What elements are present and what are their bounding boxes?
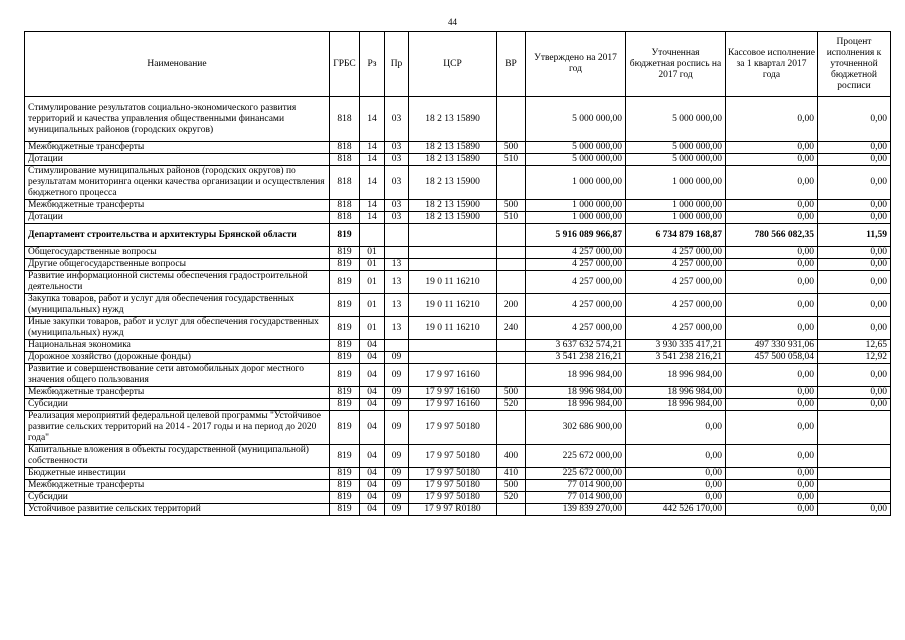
cell-approved: 225 672 000,00 <box>526 468 626 480</box>
cell-rz: 04 <box>360 411 385 445</box>
table-row <box>25 294 891 317</box>
cell-pr: 09 <box>385 411 409 445</box>
cell-percent: 0,00 <box>818 399 891 411</box>
cell-approved: 139 839 270,00 <box>526 504 626 516</box>
cell-rz: 04 <box>360 492 385 504</box>
table-row <box>25 97 891 142</box>
cell-rz: 04 <box>360 480 385 492</box>
cell-csr <box>409 259 497 271</box>
cell-vr <box>497 224 526 247</box>
cell-refined: 0,00 <box>626 492 726 504</box>
cell-name: Стимулирование муниципальных районов (городских округов) по результатам мониторинга оценки качества организации и осуществления бюджетного процесса <box>25 166 330 200</box>
cell-refined: 18 996 984,00 <box>626 364 726 387</box>
cell-cash: 0,00 <box>726 364 818 387</box>
table-row <box>25 317 891 340</box>
cell-percent <box>818 445 891 468</box>
cell-name: Развитие информационной системы обеспечения градостроительной деятельности <box>25 271 330 294</box>
cell-grbs: 818 <box>330 154 360 166</box>
cell-refined: 4 257 000,00 <box>626 259 726 271</box>
cell-pr: 09 <box>385 352 409 364</box>
table-row <box>25 247 891 259</box>
cell-pr: 09 <box>385 364 409 387</box>
cell-name: Развитие и совершенствование сети автомобильных дорог местного значения общего пользования <box>25 364 330 387</box>
table-row <box>25 364 891 387</box>
cell-csr: 18 2 13 15890 <box>409 142 497 154</box>
cell-cash: 0,00 <box>726 445 818 468</box>
cell-vr: 510 <box>497 154 526 166</box>
cell-cash: 457 500 058,04 <box>726 352 818 364</box>
cell-approved: 5 916 089 966,87 <box>526 224 626 247</box>
cell-cash: 0,00 <box>726 411 818 445</box>
cell-csr: 17 9 97 50180 <box>409 492 497 504</box>
cell-rz: 04 <box>360 399 385 411</box>
cell-grbs: 819 <box>330 480 360 492</box>
cell-csr: 17 9 97 50180 <box>409 445 497 468</box>
cell-vr <box>497 364 526 387</box>
cell-csr <box>409 247 497 259</box>
cell-refined: 0,00 <box>626 480 726 492</box>
cell-percent <box>818 411 891 445</box>
cell-refined: 18 996 984,00 <box>626 387 726 399</box>
cell-refined: 5 000 000,00 <box>626 97 726 142</box>
cell-csr: 17 9 97 16160 <box>409 364 497 387</box>
cell-pr: 03 <box>385 142 409 154</box>
cell-pr <box>385 247 409 259</box>
header-name: Наименование <box>25 32 330 97</box>
cell-cash: 0,00 <box>726 200 818 212</box>
cell-percent: 0,00 <box>818 271 891 294</box>
cell-grbs: 819 <box>330 504 360 516</box>
cell-grbs: 819 <box>330 492 360 504</box>
cell-pr: 13 <box>385 317 409 340</box>
cell-percent: 0,00 <box>818 200 891 212</box>
cell-rz: 14 <box>360 142 385 154</box>
header-rz: Рз <box>360 32 385 97</box>
cell-name: Стимулирование результатов социально-экономического развития территорий и качества управления общественными финансами муниципальных районов (городских округов) <box>25 97 330 142</box>
cell-cash: 780 566 082,35 <box>726 224 818 247</box>
cell-rz: 14 <box>360 212 385 224</box>
cell-grbs: 819 <box>330 340 360 352</box>
cell-cash: 0,00 <box>726 399 818 411</box>
cell-rz <box>360 224 385 247</box>
cell-csr: 17 9 97 50180 <box>409 480 497 492</box>
cell-rz: 04 <box>360 387 385 399</box>
header-approved: Утверждено на 2017 год <box>526 32 626 97</box>
cell-name: Межбюджетные трансферты <box>25 142 330 154</box>
table-header-row <box>25 32 891 97</box>
cell-name: Межбюджетные трансферты <box>25 200 330 212</box>
cell-approved: 1 000 000,00 <box>526 166 626 200</box>
cell-pr: 09 <box>385 492 409 504</box>
cell-csr: 19 0 11 16210 <box>409 271 497 294</box>
cell-rz: 01 <box>360 271 385 294</box>
cell-grbs: 819 <box>330 294 360 317</box>
table-row <box>25 212 891 224</box>
cell-percent: 0,00 <box>818 247 891 259</box>
cell-vr: 500 <box>497 480 526 492</box>
table-row <box>25 154 891 166</box>
cell-pr: 09 <box>385 480 409 492</box>
cell-approved: 3 541 238 216,21 <box>526 352 626 364</box>
cell-cash: 0,00 <box>726 294 818 317</box>
cell-rz: 14 <box>360 166 385 200</box>
header-refined: Уточненная бюджетная роспись на 2017 год <box>626 32 726 97</box>
cell-csr: 18 2 13 15900 <box>409 200 497 212</box>
cell-grbs: 819 <box>330 364 360 387</box>
table-row <box>25 340 891 352</box>
table-row <box>25 468 891 480</box>
cell-approved: 77 014 900,00 <box>526 492 626 504</box>
cell-grbs: 819 <box>330 352 360 364</box>
cell-refined: 1 000 000,00 <box>626 200 726 212</box>
cell-approved: 1 000 000,00 <box>526 212 626 224</box>
table-row <box>25 166 891 200</box>
cell-cash: 0,00 <box>726 468 818 480</box>
cell-grbs: 818 <box>330 142 360 154</box>
cell-refined: 5 000 000,00 <box>626 154 726 166</box>
cell-csr: 18 2 13 15890 <box>409 97 497 142</box>
cell-refined: 5 000 000,00 <box>626 142 726 154</box>
cell-approved: 5 000 000,00 <box>526 154 626 166</box>
header-vr: ВР <box>497 32 526 97</box>
cell-vr: 500 <box>497 142 526 154</box>
table-row <box>25 387 891 399</box>
cell-csr: 17 9 97 50180 <box>409 468 497 480</box>
cell-grbs: 819 <box>330 317 360 340</box>
cell-grbs: 818 <box>330 212 360 224</box>
cell-rz: 04 <box>360 445 385 468</box>
table-row <box>25 411 891 445</box>
cell-name: Иные закупки товаров, работ и услуг для обеспечения государственных (муниципальных) нужд <box>25 317 330 340</box>
cell-rz: 01 <box>360 259 385 271</box>
cell-approved: 225 672 000,00 <box>526 445 626 468</box>
cell-pr: 09 <box>385 387 409 399</box>
cell-approved: 3 637 632 574,21 <box>526 340 626 352</box>
cell-refined: 1 000 000,00 <box>626 166 726 200</box>
cell-name: Дотации <box>25 154 330 166</box>
cell-name: Устойчивое развитие сельских территорий <box>25 504 330 516</box>
cell-name: Национальная экономика <box>25 340 330 352</box>
cell-cash: 0,00 <box>726 247 818 259</box>
cell-refined: 4 257 000,00 <box>626 294 726 317</box>
cell-pr: 03 <box>385 212 409 224</box>
cell-cash: 497 330 931,06 <box>726 340 818 352</box>
cell-vr <box>497 504 526 516</box>
cell-percent: 11,59 <box>818 224 891 247</box>
cell-vr: 520 <box>497 492 526 504</box>
cell-cash: 0,00 <box>726 259 818 271</box>
cell-rz: 04 <box>360 364 385 387</box>
cell-rz: 01 <box>360 294 385 317</box>
cell-approved: 18 996 984,00 <box>526 387 626 399</box>
cell-name: Реализация мероприятий федеральной целевой программы "Устойчивое развитие сельских территорий на 2014 - 2017 годы и на период до 2020 года" <box>25 411 330 445</box>
cell-rz: 04 <box>360 352 385 364</box>
cell-vr <box>497 259 526 271</box>
cell-refined: 0,00 <box>626 468 726 480</box>
cell-vr <box>497 97 526 142</box>
table-row <box>25 445 891 468</box>
cell-csr <box>409 224 497 247</box>
cell-percent <box>818 480 891 492</box>
cell-percent <box>818 468 891 480</box>
cell-cash: 0,00 <box>726 492 818 504</box>
cell-percent: 12,92 <box>818 352 891 364</box>
table-body <box>25 97 891 516</box>
cell-vr <box>497 271 526 294</box>
cell-cash: 0,00 <box>726 387 818 399</box>
table-row <box>25 224 891 247</box>
cell-grbs: 819 <box>330 399 360 411</box>
header-pr: Пр <box>385 32 409 97</box>
cell-approved: 302 686 900,00 <box>526 411 626 445</box>
cell-rz: 01 <box>360 317 385 340</box>
cell-refined: 4 257 000,00 <box>626 271 726 294</box>
cell-name: Субсидии <box>25 492 330 504</box>
cell-grbs: 819 <box>330 247 360 259</box>
cell-approved: 5 000 000,00 <box>526 97 626 142</box>
cell-percent: 0,00 <box>818 317 891 340</box>
cell-grbs: 819 <box>330 411 360 445</box>
cell-cash: 0,00 <box>726 212 818 224</box>
cell-grbs: 818 <box>330 97 360 142</box>
cell-csr: 18 2 13 15900 <box>409 166 497 200</box>
cell-percent: 0,00 <box>818 166 891 200</box>
cell-pr: 09 <box>385 445 409 468</box>
cell-grbs: 818 <box>330 200 360 212</box>
cell-name: Дотации <box>25 212 330 224</box>
cell-pr <box>385 340 409 352</box>
table-row <box>25 200 891 212</box>
header-cash: Кассовое исполнение за 1 квартал 2017 года <box>726 32 818 97</box>
cell-cash: 0,00 <box>726 504 818 516</box>
cell-name: Департамент строительства и архитектуры Брянской области <box>25 224 330 247</box>
budget-execution-table <box>24 31 891 516</box>
cell-vr: 240 <box>497 317 526 340</box>
cell-pr: 13 <box>385 294 409 317</box>
cell-cash: 0,00 <box>726 142 818 154</box>
cell-refined: 0,00 <box>626 411 726 445</box>
cell-name: Межбюджетные трансферты <box>25 480 330 492</box>
cell-refined: 1 000 000,00 <box>626 212 726 224</box>
cell-vr: 510 <box>497 212 526 224</box>
table-row <box>25 504 891 516</box>
cell-percent: 0,00 <box>818 154 891 166</box>
cell-rz: 04 <box>360 504 385 516</box>
cell-approved: 4 257 000,00 <box>526 247 626 259</box>
cell-csr: 17 9 97 16160 <box>409 387 497 399</box>
cell-vr: 400 <box>497 445 526 468</box>
cell-percent: 0,00 <box>818 212 891 224</box>
cell-percent: 0,00 <box>818 259 891 271</box>
cell-approved: 4 257 000,00 <box>526 294 626 317</box>
cell-pr: 03 <box>385 166 409 200</box>
cell-rz: 14 <box>360 154 385 166</box>
header-percent: Процент исполнения к уточненной бюджетной росписи <box>818 32 891 97</box>
cell-pr <box>385 224 409 247</box>
table-row <box>25 480 891 492</box>
cell-approved: 4 257 000,00 <box>526 271 626 294</box>
cell-vr: 500 <box>497 200 526 212</box>
cell-grbs: 818 <box>330 166 360 200</box>
cell-rz: 04 <box>360 340 385 352</box>
cell-grbs: 819 <box>330 271 360 294</box>
table-row <box>25 259 891 271</box>
cell-approved: 18 996 984,00 <box>526 399 626 411</box>
cell-percent: 0,00 <box>818 364 891 387</box>
cell-cash: 0,00 <box>726 317 818 340</box>
cell-vr: 410 <box>497 468 526 480</box>
cell-grbs: 819 <box>330 445 360 468</box>
cell-percent <box>818 492 891 504</box>
cell-approved: 5 000 000,00 <box>526 142 626 154</box>
cell-percent: 0,00 <box>818 387 891 399</box>
table-row <box>25 399 891 411</box>
cell-percent: 0,00 <box>818 294 891 317</box>
cell-vr <box>497 340 526 352</box>
table-row <box>25 271 891 294</box>
cell-csr <box>409 352 497 364</box>
cell-refined: 4 257 000,00 <box>626 317 726 340</box>
cell-name: Капитальные вложения в объекты государственной (муниципальной) собственности <box>25 445 330 468</box>
cell-pr: 13 <box>385 271 409 294</box>
cell-cash: 0,00 <box>726 271 818 294</box>
cell-cash: 0,00 <box>726 166 818 200</box>
cell-approved: 18 996 984,00 <box>526 364 626 387</box>
cell-grbs: 819 <box>330 259 360 271</box>
cell-name: Дорожное хозяйство (дорожные фонды) <box>25 352 330 364</box>
table-row <box>25 352 891 364</box>
cell-csr: 17 9 97 16160 <box>409 399 497 411</box>
cell-approved: 77 014 900,00 <box>526 480 626 492</box>
cell-rz: 14 <box>360 97 385 142</box>
cell-percent: 0,00 <box>818 97 891 142</box>
cell-percent: 0,00 <box>818 142 891 154</box>
cell-approved: 4 257 000,00 <box>526 259 626 271</box>
cell-refined: 3 541 238 216,21 <box>626 352 726 364</box>
cell-rz: 04 <box>360 468 385 480</box>
cell-csr <box>409 340 497 352</box>
cell-rz: 01 <box>360 247 385 259</box>
cell-grbs: 819 <box>330 224 360 247</box>
cell-name: Другие общегосударственные вопросы <box>25 259 330 271</box>
cell-percent: 0,00 <box>818 504 891 516</box>
page-number: 44 <box>448 17 457 27</box>
header-grbs: ГРБС <box>330 32 360 97</box>
cell-pr: 09 <box>385 504 409 516</box>
cell-approved: 1 000 000,00 <box>526 200 626 212</box>
cell-cash: 0,00 <box>726 154 818 166</box>
cell-vr <box>497 247 526 259</box>
cell-csr: 17 9 97 R0180 <box>409 504 497 516</box>
cell-pr: 09 <box>385 399 409 411</box>
cell-csr: 18 2 13 15890 <box>409 154 497 166</box>
cell-name: Общегосударственные вопросы <box>25 247 330 259</box>
cell-grbs: 819 <box>330 387 360 399</box>
cell-cash: 0,00 <box>726 480 818 492</box>
table-row <box>25 142 891 154</box>
cell-name: Закупка товаров, работ и услуг для обеспечения государственных (муниципальных) нужд <box>25 294 330 317</box>
cell-refined: 3 930 335 417,21 <box>626 340 726 352</box>
table-row <box>25 492 891 504</box>
cell-refined: 18 996 984,00 <box>626 399 726 411</box>
cell-name: Бюджетные инвестиции <box>25 468 330 480</box>
cell-pr: 03 <box>385 200 409 212</box>
cell-pr: 03 <box>385 154 409 166</box>
cell-rz: 14 <box>360 200 385 212</box>
cell-pr: 09 <box>385 468 409 480</box>
cell-vr: 200 <box>497 294 526 317</box>
cell-vr: 500 <box>497 387 526 399</box>
cell-name: Межбюджетные трансферты <box>25 387 330 399</box>
cell-grbs: 819 <box>330 468 360 480</box>
cell-vr <box>497 166 526 200</box>
cell-csr: 17 9 97 50180 <box>409 411 497 445</box>
cell-cash: 0,00 <box>726 97 818 142</box>
cell-csr: 18 2 13 15900 <box>409 212 497 224</box>
cell-vr <box>497 411 526 445</box>
cell-percent: 12,65 <box>818 340 891 352</box>
cell-vr: 520 <box>497 399 526 411</box>
cell-refined: 4 257 000,00 <box>626 247 726 259</box>
cell-refined: 0,00 <box>626 445 726 468</box>
cell-refined: 6 734 879 168,87 <box>626 224 726 247</box>
cell-name: Субсидии <box>25 399 330 411</box>
header-csr: ЦСР <box>409 32 497 97</box>
cell-vr <box>497 352 526 364</box>
cell-approved: 4 257 000,00 <box>526 317 626 340</box>
cell-csr: 19 0 11 16210 <box>409 294 497 317</box>
cell-csr: 19 0 11 16210 <box>409 317 497 340</box>
cell-refined: 442 526 170,00 <box>626 504 726 516</box>
cell-pr: 13 <box>385 259 409 271</box>
cell-pr: 03 <box>385 97 409 142</box>
